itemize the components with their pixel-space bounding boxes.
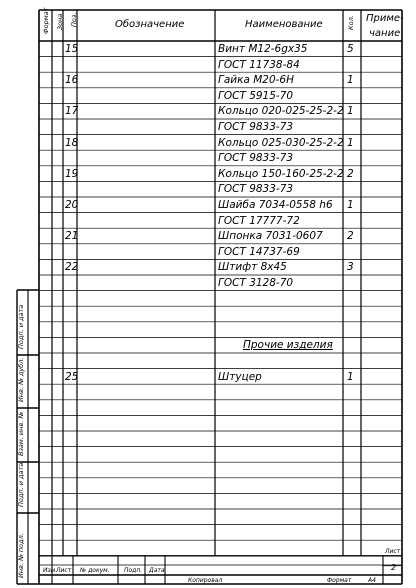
side-label: Подп. и дата — [17, 304, 25, 349]
header-format: Формат — [42, 7, 50, 34]
format-value: А4 — [368, 577, 376, 584]
header-qty: Кол. — [347, 15, 355, 30]
row-qty: 1 — [347, 370, 354, 383]
sheet-number: 2 — [391, 563, 397, 572]
row-name: ГОСТ 5915-70 — [218, 89, 294, 102]
row-name: ГОСТ 3128-70 — [218, 277, 294, 289]
row-pos: 17 — [65, 105, 79, 118]
row-name: Штифт 8х45 — [218, 261, 287, 274]
row-name: ГОСТ 9833-73 — [218, 121, 294, 133]
format-label: Формат — [327, 577, 352, 584]
row-qty: 1 — [347, 105, 354, 118]
row-qty: 1 — [347, 74, 354, 87]
label-doc-no: № докум. — [80, 567, 110, 574]
row-name: Шайба 7034-0558 h6 — [218, 199, 333, 211]
row-name: ГОСТ 11738-84 — [218, 58, 300, 71]
row-name: Шпонка 7031-0607 — [218, 230, 323, 243]
header-designation: Обозначение — [115, 19, 185, 30]
header-zone: Зона — [56, 13, 64, 30]
sheet-label: Лист — [385, 548, 401, 555]
header-note-2: чание — [369, 28, 401, 39]
row-qty: 5 — [347, 43, 354, 55]
row-qty: 1 — [347, 136, 354, 149]
row-name: ГОСТ 9833-73 — [218, 152, 294, 165]
row-pos: 18 — [65, 136, 79, 149]
label-data: Дата — [149, 567, 165, 574]
row-name: Гайка М20-6Н — [218, 74, 295, 87]
row-name: Штуцер — [218, 370, 262, 383]
row-pos: 19 — [65, 167, 79, 180]
row-name: Кольцо 150-160-25-2-2 — [218, 167, 344, 180]
header-note-1: Приме- — [366, 13, 404, 24]
row-name: Кольцо 020-025-25-2-2 — [218, 105, 344, 118]
section-heading: Прочие изделия — [243, 339, 333, 352]
row-pos: 15 — [65, 43, 79, 55]
label-izm: Изм. — [43, 567, 58, 574]
row-pos: 20 — [65, 199, 79, 211]
row-name: Кольцо 025-030-25-2-2 — [218, 136, 344, 149]
row-name: ГОСТ 14737-69 — [218, 245, 300, 258]
header-pos: Поз. — [70, 12, 78, 27]
row-name: Винт М12-6gх35 — [218, 43, 308, 55]
row-qty: 3 — [347, 261, 354, 274]
row-qty: 2 — [347, 230, 354, 243]
row-name: ГОСТ 17777-72 — [218, 214, 300, 227]
side-label: Подп. и дата — [17, 462, 25, 507]
label-podp: Подп. — [124, 567, 143, 574]
row-pos: 21 — [65, 230, 79, 243]
row-pos: 22 — [65, 261, 79, 274]
row-qty: 1 — [347, 199, 354, 211]
row-pos: 25 — [65, 370, 79, 383]
row-name: ГОСТ 9833-73 — [218, 183, 294, 196]
side-label: Инв. № подл. — [17, 533, 25, 578]
side-label: Взам. инв. № — [17, 411, 25, 456]
row-pos: 16 — [65, 74, 79, 87]
kopiroval-label: Копировал — [188, 577, 223, 584]
header-name: Наименование — [245, 19, 323, 30]
side-label: Инв. № дубл. — [17, 357, 25, 402]
label-list: Лист — [56, 567, 72, 574]
row-qty: 2 — [347, 167, 354, 180]
